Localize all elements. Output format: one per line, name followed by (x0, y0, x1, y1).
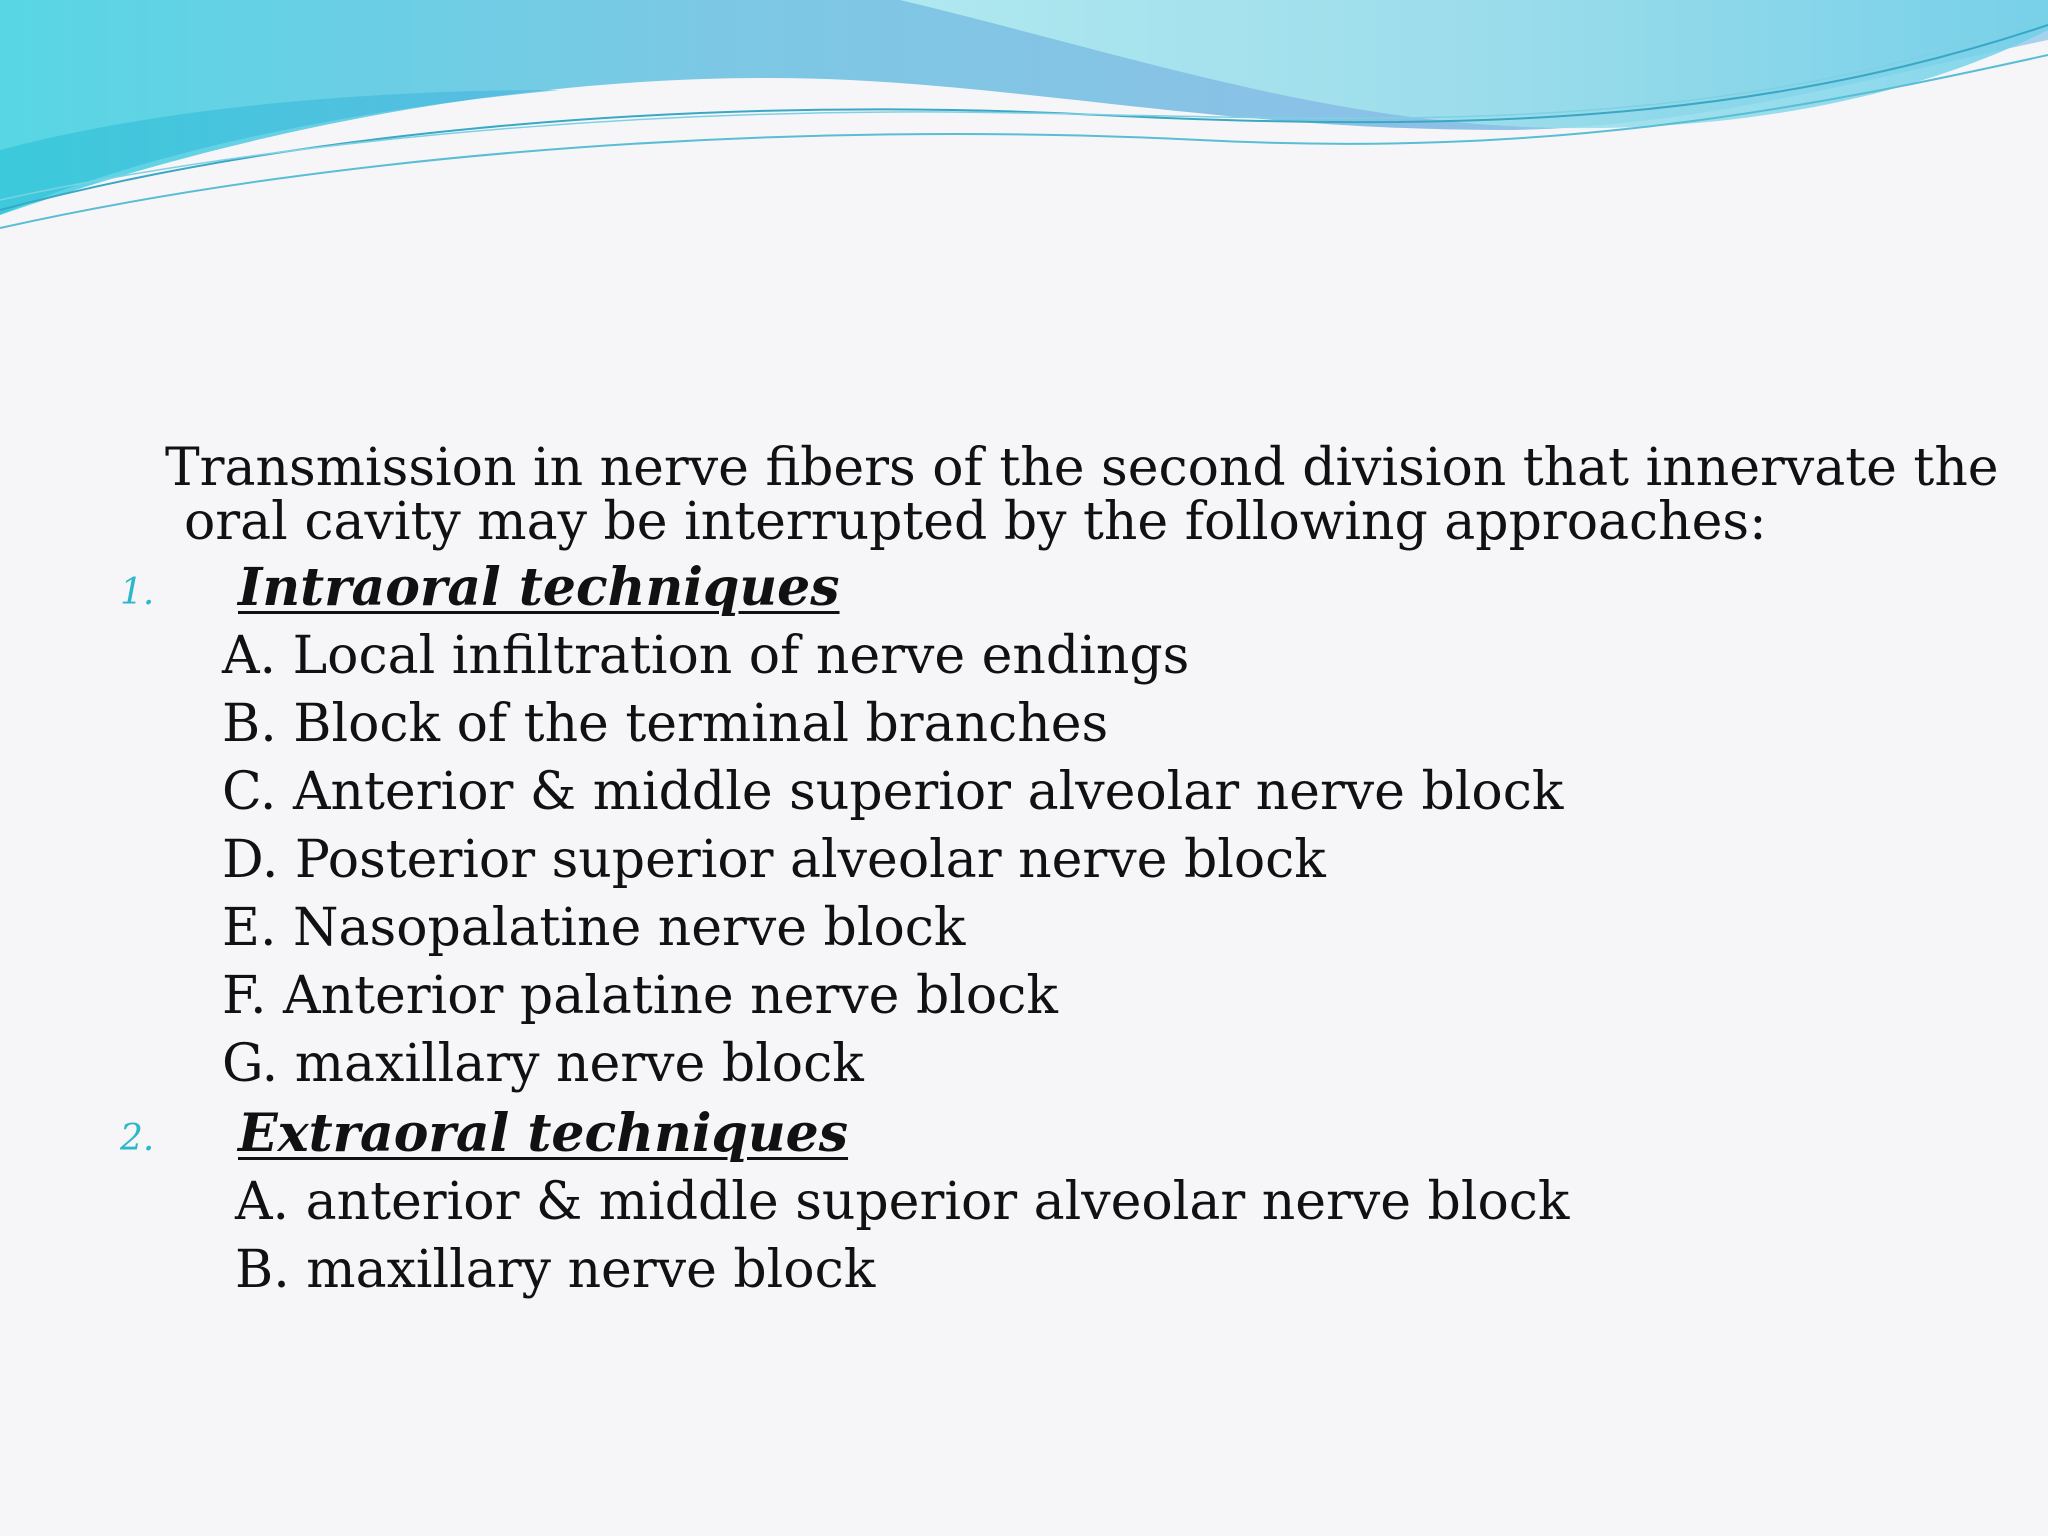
list-item: B. maxillary nerve block (235, 1240, 876, 1300)
intro-text-line-2: oral cavity may be interrupted by the following approaches: (184, 492, 1767, 552)
list-item: E. Nasopalatine nerve block (222, 898, 966, 958)
list-item: F. Anterior palatine nerve block (222, 966, 1058, 1026)
list-item: A. Local infiltration of nerve endings (222, 626, 1190, 686)
intro-text-line-1: Transmission in nerve fibers of the second division that innervate the (165, 438, 1999, 498)
list-item: G. maxillary nerve block (222, 1034, 864, 1094)
section-number: 2. (120, 1118, 155, 1159)
list-item: C. Anterior & middle superior alveolar nerve block (222, 762, 1564, 822)
section-number: 1. (120, 572, 155, 613)
section-heading-intraoral: Intraoral techniques (238, 557, 840, 618)
list-item: D. Posterior superior alveolar nerve block (222, 830, 1326, 890)
list-item: A. anterior & middle superior alveolar nerve block (235, 1172, 1570, 1232)
list-item: B. Block of the terminal branches (222, 694, 1109, 754)
section-heading-extraoral: Extraoral techniques (238, 1103, 849, 1164)
